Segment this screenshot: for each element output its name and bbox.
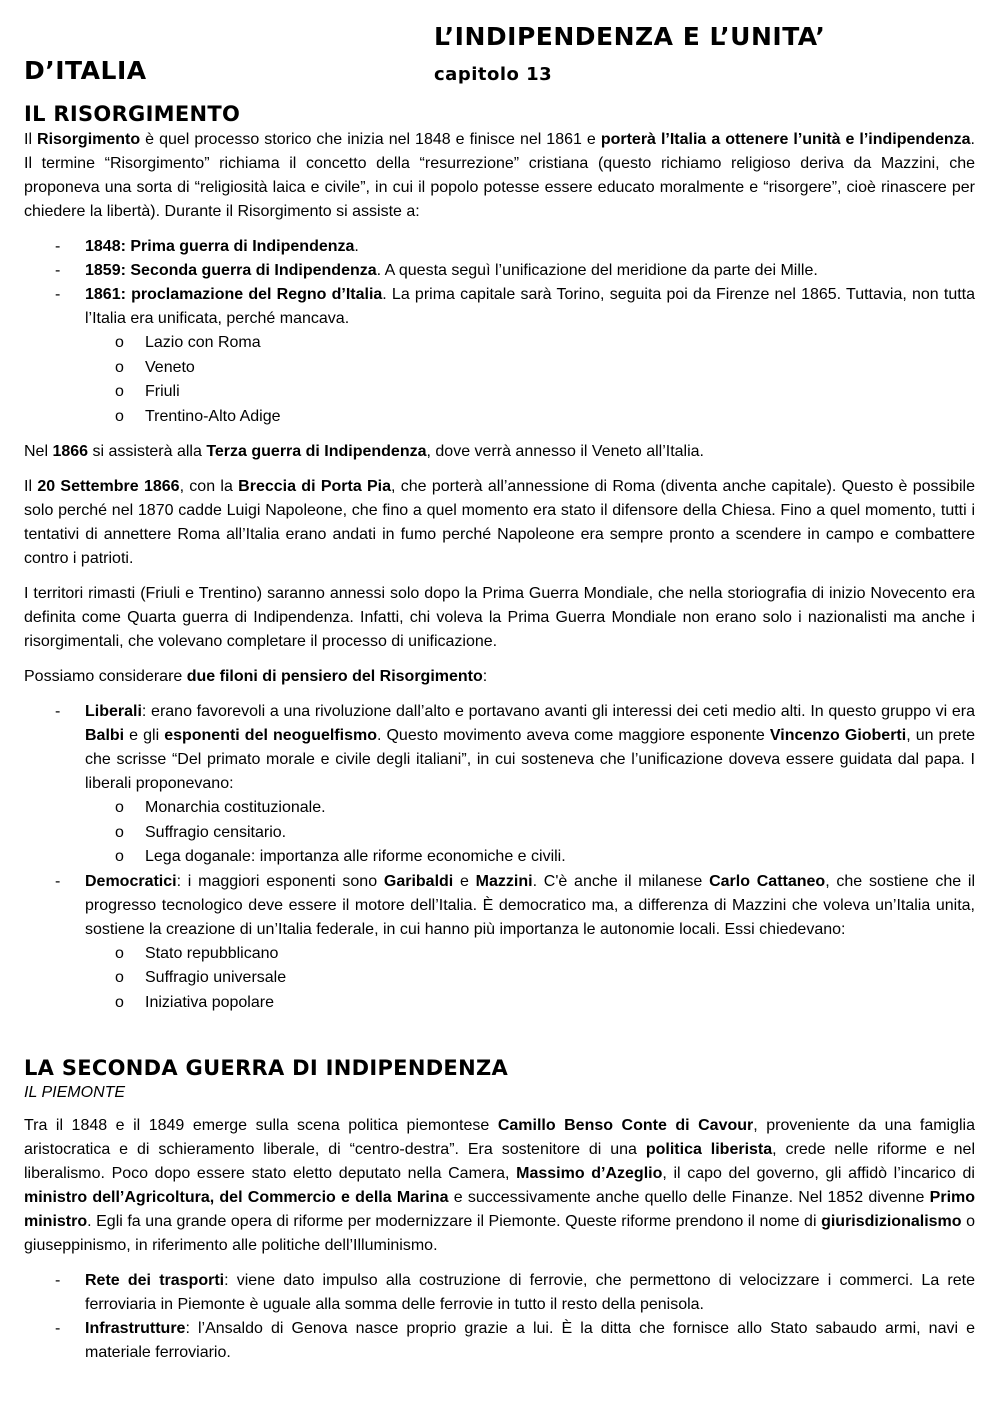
subsection-heading-piemonte: IL PIEMONTE [24, 1084, 126, 1101]
list-item: - Infrastrutture: l’Ansaldo di Genova nasce proprio grazie a lui. È la ditta che fornisce allo Stato sabaudo armi, navi e materiale ferroviario. [24, 1317, 975, 1365]
paragraph-1866: Nel 1866 si assisterà alla Terza guerra di Indipendenza, dove verrà annesso il Veneto all’Italia. [24, 443, 704, 460]
list-item-liberali: - Liberali: erano favorevoli a una rivoluzione dall’alto e portavano avanti gli interessi dei ceti medio alti. In questo gruppo vi era Balbi e gli esponenti del neoguelfismo. Questo movimento aveva come maggiore esponente Vincenzo Gioberti, un prete che scrisse “Del primato morale e civile degli italiani”, in cui sosteneva che l’unificazione doveva essere guidata dal papa. I liberali proponevano: o Monarchia costituzionale. o Suffragio censitario. o Lega doganale: importanza alle riforme economiche e civili. [24, 700, 975, 870]
list-item: o Veneto [85, 356, 975, 381]
paragraph-porta-pia: Il 20 Settembre 1866, con la Breccia di Porta Pia, che porterà all’annessione di Roma (diventa anche capitale). Questo è possibile solo perché nel 1870 cadde Luigi Napoleone, che fino a quel momento era stato il difensore della Chiesa. Fino a quel momento, tutti i tentativi di annettere Roma all’Italia erano andati in fumo perché Napoleone era sempre pronto a scendere in campo e combattere contro i patrioti. [24, 478, 976, 567]
list-item: o Suffragio censitario. [85, 821, 975, 846]
title-line-1: L’INDIPENDENZA E L’UNITA’ [434, 22, 826, 51]
list-item: - 1859: Seconda guerra di Indipendenza. A questa seguì l’unificazione del meridione da parte dei Mille. [24, 259, 975, 283]
democratici-demands-list [85, 942, 975, 1016]
list-item: - Rete dei trasporti: viene dato impulso alla costruzione di ferrovie, che permettono di velocizzare i commerci. La rete ferroviaria in Piemonte è uguale alla somma delle ferrovie in tutto il resto della penisola. [24, 1269, 975, 1317]
paragraph-cavour: Tra il 1848 e il 1849 emerge sulla scena politica piemontese Camillo Benso Conte di Cavour, proveniente da una famiglia aristocratica e di schieramento liberale, di “centro-destra”. Era sostenitore di una politica liberista, crede nelle riforme e nel liberalismo. Poco dopo essere stato eletto deputato nella Camera, Massimo d’Azeglio, il capo del governo, gli affidò l’incarico di ministro dell’Agricoltura, del Commercio e della Marina e successivamente anche quello delle Finanze. Nel 1852 divenne Primo ministro. Egli fa una grande opera di riforme per modernizzare il Piemonte. Queste riforme prendono il nome di giurisdizionalismo o giuseppinismo, in riferimento alle politiche dell’Illuminismo. [24, 1117, 976, 1254]
paragraph-territori: I territori rimasti (Friuli e Trentino) saranno annessi solo dopo la Prima Guerra Mondiale, che nella storiografia di inizio Novecento era definita come Quarta guerra di Indipendenza. Infatti, chi voleva la Prima Guerra Mondiale non erano solo i nazionalisti ma anche i risorgimentali, che volevano completare il processo di unificazione. [24, 585, 975, 650]
section-spacer [24, 1026, 975, 1054]
list-item-democratici: - Democratici: i maggiori esponenti sono Garibaldi e Mazzini. C'è anche il milanese Carlo Cattaneo, che sostiene che il progresso tecnologico deve essere il motore dell’Italia. È democratico ma, a differenza di Mazzini che voleva un’Italia unita, sostiene la creazione di un’Italia federale, in cui hanno più importanza le autonomie locali. Essi chiedevano: o Stato repubblicano o Suffragio universale o Iniziativa popolare [24, 870, 975, 1016]
chapter-label: capitolo 13 [434, 64, 553, 85]
list-item: o Lazio con Roma [85, 331, 975, 356]
section-heading-seconda-guerra: LA SECONDA GUERRA DI INDIPENDENZA [24, 1056, 509, 1080]
list-item: o Suffragio universale [85, 966, 975, 991]
list-item: o Lega doganale: importanza alle riforme economiche e civili. [85, 845, 975, 870]
list-item: - 1861: proclamazione del Regno d’Italia. La prima capitale sarà Torino, seguita poi da Firenze nel 1865. Tuttavia, non tutta l’Italia era unificata, perché mancava. o Lazio con Roma o Veneto o Friuli o Trentino-Alto Adige [24, 283, 975, 429]
reforms-list [24, 1269, 975, 1365]
list-item: o Stato repubblicano [85, 942, 975, 967]
list-item: o Friuli [85, 380, 975, 405]
events-list [24, 235, 975, 429]
list-item: o Trentino-Alto Adige [85, 405, 975, 430]
missing-regions-list [85, 331, 975, 429]
paragraph-intro: Il Risorgimento è quel processo storico che inizia nel 1848 e finisce nel 1861 e porterà l’Italia a ottenere l’unità e l’indipendenza. Il termine “Risorgimento” richiama il concetto della “resurrezione” cristiana (questo richiamo religioso deriva da Mazzini, che proponeva una sorta di “religiosità laica e civile”, in cui il popolo potesse essere educato moralmente e “risorgere”, cioè rinascere per chiedere la libertà). Durante il Risorgimento si assiste a: [24, 131, 975, 220]
document-body [24, 100, 975, 1376]
list-item: o Monarchia costituzionale. [85, 796, 975, 821]
currents-list [24, 700, 975, 1015]
paragraph-filoni: Possiamo considerare due filoni di pensiero del Risorgimento: [24, 668, 488, 685]
liberali-proposals-list [85, 796, 975, 870]
list-item: - 1848: Prima guerra di Indipendenza. [24, 235, 975, 259]
section-heading-risorgimento: IL RISORGIMENTO [24, 102, 241, 126]
title-line-2: D’ITALIA [24, 56, 147, 85]
list-item: o Iniziativa popolare [85, 991, 975, 1016]
